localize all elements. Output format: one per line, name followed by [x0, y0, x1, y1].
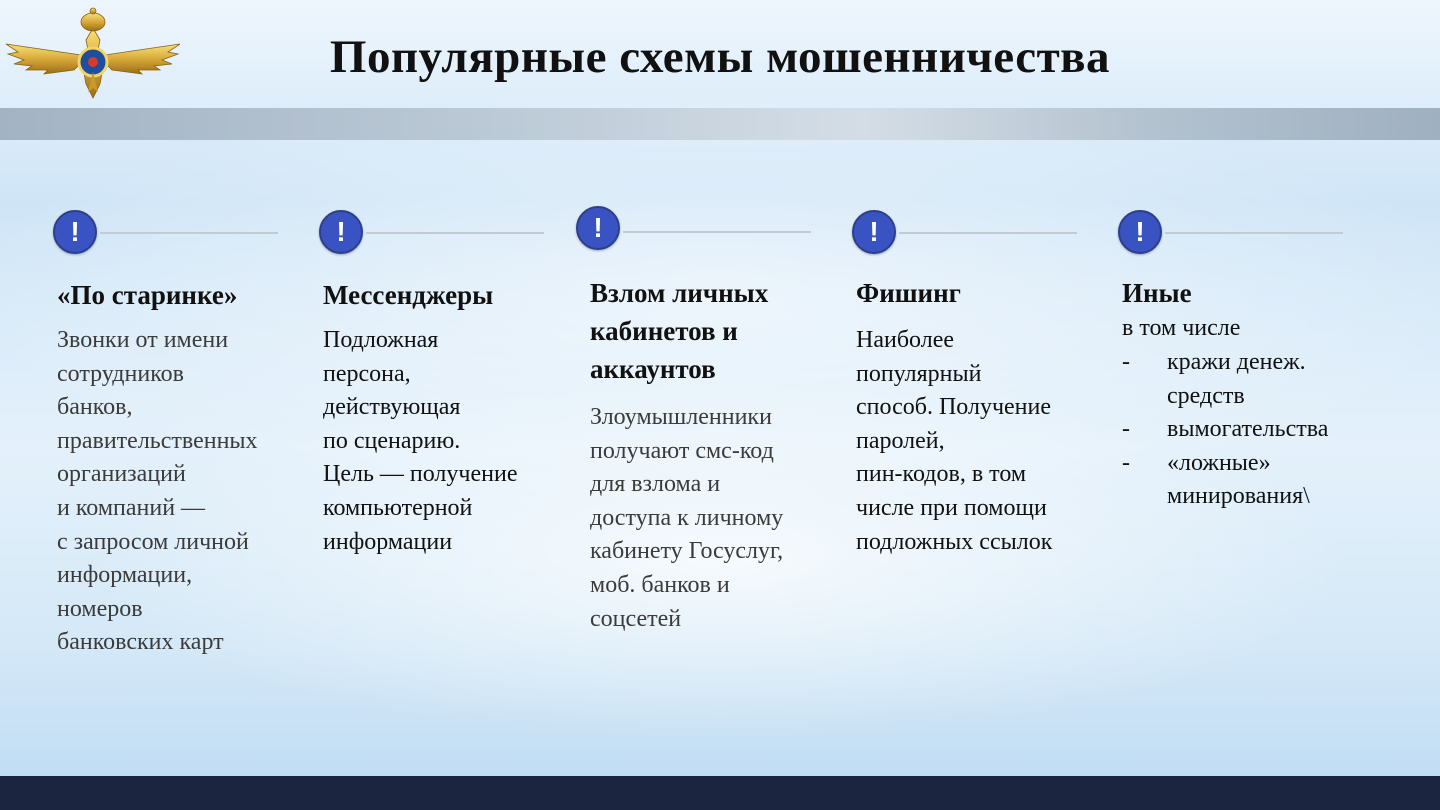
scheme-heading: Фишинг	[856, 278, 961, 308]
bullet-line: средств	[1167, 382, 1245, 409]
desc-line: по сценарию.	[323, 427, 461, 454]
scheme-description	[57, 324, 317, 660]
exclamation-icon: !	[852, 210, 896, 254]
desc-line: соцсетей	[590, 605, 682, 632]
scheme-intro: в том числе	[1122, 315, 1241, 341]
timeline-line	[623, 231, 811, 233]
desc-line: Наиболее	[856, 327, 955, 353]
desc-line: банков,	[57, 394, 133, 421]
desc-line: Подложная	[323, 327, 439, 353]
desc-line: получают смс-код	[590, 437, 774, 464]
bullet-dash: -	[1122, 349, 1130, 375]
list-item	[1122, 413, 1422, 447]
heading-line: кабинетов и	[590, 316, 738, 346]
bullet-line: кражи денеж.	[1167, 349, 1306, 375]
bullet-dash: -	[1122, 416, 1130, 443]
bullet-dash: -	[1122, 449, 1130, 476]
exclamation-icon: !	[319, 210, 363, 254]
bullet-line: «ложные»	[1167, 449, 1271, 476]
scheme-description	[590, 401, 840, 636]
desc-line: паролей,	[856, 427, 945, 454]
desc-line: персона,	[323, 360, 411, 387]
desc-line: организаций	[57, 461, 186, 488]
bullet-line: минирования\	[1167, 483, 1310, 510]
page-title: Популярные схемы мошенничества	[329, 31, 1111, 83]
desc-line: банковских карт	[57, 629, 224, 656]
list-item	[1122, 447, 1422, 514]
desc-line: с запросом личной	[57, 528, 249, 555]
exclamation-icon: !	[53, 210, 97, 254]
footer-bar	[0, 776, 1440, 810]
scheme-heading: Мессенджеры	[323, 280, 494, 310]
desc-line: сотрудников	[57, 360, 184, 387]
scheme-heading: «По старинке»	[57, 280, 238, 310]
heading-line: аккаунтов	[590, 354, 716, 384]
desc-line: подложных ссылок	[856, 528, 1053, 555]
desc-line: популярный	[856, 360, 982, 387]
desc-line: числе при помощи	[856, 494, 1047, 521]
desc-line: действующая	[323, 394, 461, 421]
desc-line: правительственных	[57, 427, 258, 454]
scheme-bullet-list	[1122, 346, 1422, 514]
desc-line: пин-кодов, в том	[856, 461, 1027, 488]
bullet-line: вымогательства	[1167, 416, 1329, 443]
desc-line: Цель — получение	[323, 461, 518, 488]
desc-line: и компаний —	[57, 494, 206, 521]
scheme-heading	[590, 274, 768, 388]
list-item	[1122, 346, 1422, 413]
timeline-line	[366, 232, 544, 234]
desc-line: номеров	[57, 595, 143, 622]
exclamation-icon: !	[576, 206, 620, 250]
scheme-heading: Иные	[1122, 278, 1192, 308]
desc-line: для взлома и	[590, 471, 721, 498]
desc-line: информации	[323, 528, 453, 555]
scheme-description	[323, 324, 573, 559]
desc-line: Звонки от имени	[57, 327, 229, 353]
timeline-line	[899, 232, 1077, 234]
timeline-line	[1165, 232, 1343, 234]
desc-line: кабинету Госуслуг,	[590, 538, 784, 565]
desc-line: информации,	[57, 562, 193, 589]
heading-line: Взлом личных	[590, 278, 769, 308]
desc-line: способ. Получение	[856, 394, 1052, 421]
desc-line: моб. банков и	[590, 571, 730, 598]
desc-line: Злоумышленники	[590, 404, 772, 430]
header-band	[0, 108, 1440, 140]
desc-line: компьютерной	[323, 494, 473, 521]
desc-line: доступа к личному	[590, 504, 784, 531]
scheme-description	[856, 324, 1106, 559]
exclamation-icon: !	[1118, 210, 1162, 254]
timeline-line	[100, 232, 278, 234]
